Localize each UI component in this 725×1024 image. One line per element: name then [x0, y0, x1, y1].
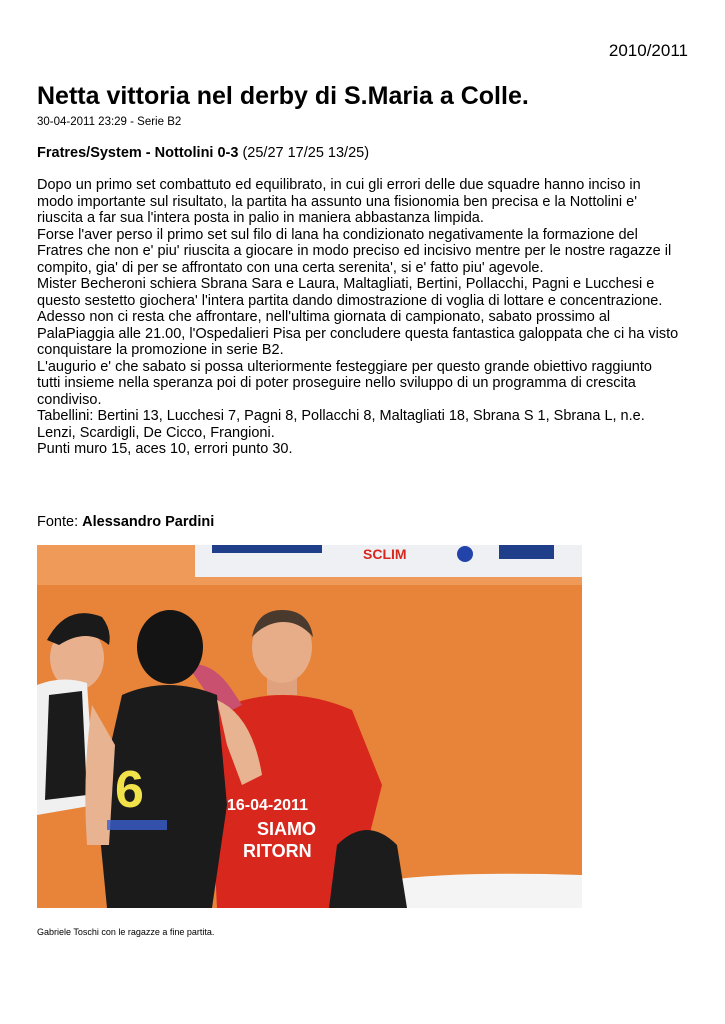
season-label: 2010/2011 [608, 41, 688, 60]
banner-text: SCLIM [363, 546, 407, 562]
body-line: conquistare la promozione in serie B2. [37, 342, 284, 358]
body-line: PalaPiaggia alle 21.00, l'Ospedalieri Pisa per concludere questa fantastica galoppata che ci ha visto [37, 325, 679, 342]
body-line: Lenzi, Scardigli, De Cicco, Frangioni. [37, 424, 275, 441]
shirt-text-date: 16-04-2011 [227, 797, 308, 814]
shirt-text-ritorn: RITORN [243, 841, 312, 861]
body-line: Forse l'aver perso il primo set sul filo di lana ha condizionato negativamente la formazione del [37, 226, 638, 243]
body-line: tutti insieme nella speranza poi di poter proseguire nello sviluppo di un programma di crescita [37, 375, 636, 391]
source-label: Fonte: [37, 514, 83, 530]
article-body [37, 177, 697, 458]
body-line: Dopo un primo set combattuto ed equilibrato, in cui gli errori delle due squadre hanno inciso in [37, 177, 641, 193]
photo-caption: Gabriele Toschi con le ragazze a fine partita. [37, 927, 215, 937]
body-line: riuscita a far sua l'intera posta in palio in maniera abbastanza limpida. [37, 210, 484, 226]
sponsor-banner [195, 545, 582, 577]
article-source [37, 514, 214, 530]
match-set-scores: (25/27 17/25 13/25) [238, 145, 370, 161]
jersey-number: 6 [115, 761, 144, 819]
body-line: Fratres che non e' piu' riuscita a giocare in modo preciso ed incisivo mentre per le nostre ragazze il [37, 243, 672, 259]
body-line: modo importante sul risultato, la partita ha assunto una fisionomia ben precisa e la Nottolini e' [37, 193, 638, 210]
match-result [37, 145, 369, 161]
source-author: Alessandro Pardini [82, 514, 215, 530]
body-line: Tabellini: Bertini 13, Lucchesi 7, Pagni 8, Pollacchi 8, Maltagliati 18, Sbrana S 1, Sbrana L, n.e. [37, 408, 645, 424]
article-meta: 30-04-2011 23:29 - Serie B2 [37, 116, 182, 128]
body-line: L'augurio e' che sabato si possa ulteriormente festeggiare per questo grande obiettivo raggiunto [37, 358, 652, 375]
body-line: Adesso non ci resta che affrontare, nell'ultima giornata di campionato, sabato prossimo al [37, 309, 611, 325]
body-line: condiviso. [37, 391, 102, 408]
body-line: questo sestetto giochera' l'intera partita dando dimostrazione di voglia di lottare e concentrazione. [37, 292, 663, 309]
shirt-text-siamo: SIAMO [257, 819, 317, 839]
article-photo [37, 545, 582, 908]
match-teams-score: Fratres/System - Nottolini 0-3 [37, 145, 239, 161]
body-line: Punti muro 15, aces 10, errori punto 30. [37, 441, 293, 457]
body-line: Mister Becheroni schiera Sbrana Sara e Laura, Maltagliati, Bertini, Pollacchi, Pagni e Lucchesi e [37, 276, 655, 292]
article-title: Netta vittoria nel derby di S.Maria a Colle. [37, 82, 529, 110]
body-line: compito, gia' di per se affrontato con una certa serenita', si e' fatto piu' agevole. [37, 259, 544, 276]
